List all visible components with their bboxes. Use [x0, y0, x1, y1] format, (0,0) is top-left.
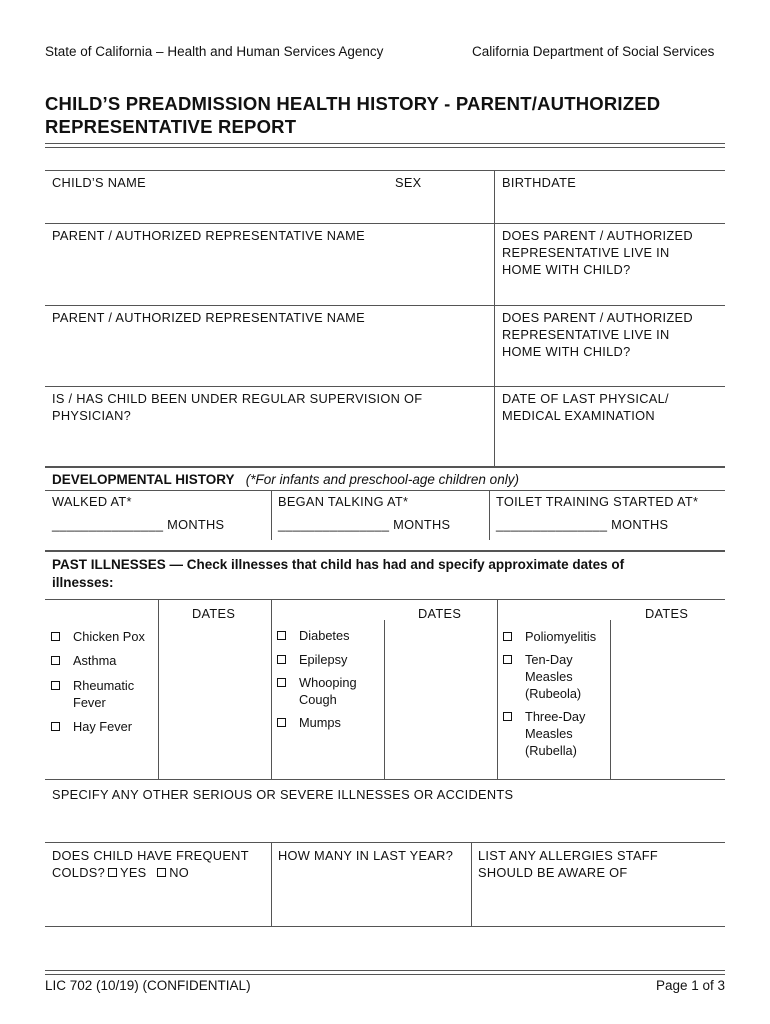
- toilet-months-blank: _______________ MONTHS: [496, 517, 669, 532]
- dates-label-2: DATES: [418, 606, 462, 621]
- row-divider: [45, 223, 725, 224]
- toilet-training-label: TOILET TRAINING STARTED AT*: [496, 494, 699, 509]
- parent-name-label-1: PARENT / AUTHORIZED REPRESENTATIVE NAME: [52, 228, 365, 243]
- talking-at-label: BEGAN TALKING AT*: [278, 494, 409, 509]
- row-divider: [45, 386, 725, 387]
- title-rule-2: [45, 147, 725, 148]
- serious-illnesses-label: SPECIFY ANY OTHER SERIOUS OR SEVERE ILLNESSES OR ACCIDENTS: [52, 787, 514, 802]
- agency-header: State of California – Health and Human Services Agency: [45, 44, 384, 59]
- row-divider: [45, 926, 725, 927]
- checkbox[interactable]: [51, 681, 60, 690]
- allergies-label: LIST ANY ALLERGIES STAFF SHOULD BE AWARE OF: [478, 848, 659, 880]
- sex-label: SEX: [395, 175, 422, 190]
- section-rule: [45, 466, 725, 468]
- form-title: [45, 92, 660, 138]
- last-exam-label: DATE OF LAST PHYSICAL/ MEDICAL EXAMINATION: [502, 391, 669, 423]
- row-divider: [45, 599, 725, 600]
- footer-rule-2: [45, 974, 725, 975]
- parent-name-label-2: PARENT / AUTHORIZED REPRESENTATIVE NAME: [52, 310, 365, 325]
- lives-with-child-label-2: DOES PARENT / AUTHORIZED REPRESENTATIVE LIVE IN HOME WITH CHILD?: [502, 310, 693, 359]
- birthdate-label: BIRTHDATE: [502, 175, 577, 190]
- column-divider: [489, 490, 490, 540]
- form-title-line2: REPRESENTATIVE REPORT: [45, 116, 297, 137]
- checkbox[interactable]: [51, 656, 60, 665]
- department-header: California Department of Social Services: [472, 44, 715, 59]
- checkbox[interactable]: [277, 655, 286, 664]
- checkbox[interactable]: [277, 678, 286, 687]
- developmental-history-heading: DEVELOPMENTAL HISTORY (*For infants and preschool-age children only): [52, 472, 519, 487]
- form-title-line1: CHILD’S PREADMISSION HEALTH HISTORY - PARENT/AUTHORIZED: [45, 93, 661, 114]
- illness-chicken-pox: Chicken Pox: [51, 628, 145, 645]
- colds-no-checkbox[interactable]: [157, 868, 166, 877]
- checkbox[interactable]: [503, 712, 512, 721]
- column-divider: [471, 842, 472, 926]
- form-id: LIC 702 (10/19) (CONFIDENTIAL): [45, 978, 251, 993]
- section-rule: [45, 550, 725, 552]
- illness-whooping-cough: Whooping Cough: [277, 674, 357, 708]
- checkbox[interactable]: [277, 631, 286, 640]
- dates-label-3: DATES: [645, 606, 689, 621]
- childs-name-label: CHILD’S NAME: [52, 175, 146, 190]
- talking-months-blank: _______________ MONTHS: [278, 517, 451, 532]
- right-column-divider: [494, 170, 495, 466]
- illness-rheumatic-fever: Rheumatic Fever: [51, 677, 134, 711]
- illness-poliomyelitis: Poliomyelitis: [503, 628, 596, 645]
- walked-months-blank: _______________ MONTHS: [52, 517, 225, 532]
- checkbox[interactable]: [277, 718, 286, 727]
- how-many-colds-label: HOW MANY IN LAST YEAR?: [278, 848, 454, 863]
- physician-supervision-label: IS / HAS CHILD BEEN UNDER REGULAR SUPERVISION OF PHYSICIAN?: [52, 391, 423, 423]
- column-divider: [271, 842, 272, 926]
- row-divider: [45, 490, 725, 491]
- illness-epilepsy: Epilepsy: [277, 651, 347, 668]
- checkbox[interactable]: [503, 655, 512, 664]
- walked-at-label: WALKED AT*: [52, 494, 132, 509]
- row-divider: [45, 305, 725, 306]
- illness-asthma: Asthma: [51, 652, 116, 669]
- page-number: Page 1 of 3: [655, 978, 725, 993]
- column-divider: [384, 620, 385, 779]
- column-divider: [610, 620, 611, 779]
- row-divider: [45, 842, 725, 843]
- column-divider: [271, 490, 272, 540]
- checkbox[interactable]: [503, 632, 512, 641]
- past-illnesses-heading: PAST ILLNESSES — Check illnesses that child has had and specify approximate dates of illnesses:: [52, 557, 625, 590]
- illness-hay-fever: Hay Fever: [51, 718, 132, 735]
- checkbox[interactable]: [51, 632, 60, 641]
- column-divider: [271, 599, 272, 779]
- illness-diabetes: Diabetes: [277, 627, 350, 644]
- dates-label-1: DATES: [192, 606, 236, 621]
- frequent-colds-label: DOES CHILD HAVE FREQUENT COLDS? YES NO: [52, 848, 249, 880]
- checkbox[interactable]: [51, 722, 60, 731]
- row-divider: [45, 779, 725, 780]
- illness-ten-day-measles: Ten-Day Measles (Rubeola): [503, 651, 581, 702]
- column-divider: [497, 599, 498, 779]
- illness-mumps: Mumps: [277, 714, 341, 731]
- colds-yes-checkbox[interactable]: [108, 868, 117, 877]
- title-rule: [45, 143, 725, 144]
- illness-three-day-measles: Three-Day Measles (Rubella): [503, 708, 585, 759]
- lives-with-child-label-1: DOES PARENT / AUTHORIZED REPRESENTATIVE LIVE IN HOME WITH CHILD?: [502, 228, 693, 277]
- row-divider: [45, 170, 725, 171]
- footer-rule: [45, 970, 725, 971]
- column-divider: [158, 599, 159, 779]
